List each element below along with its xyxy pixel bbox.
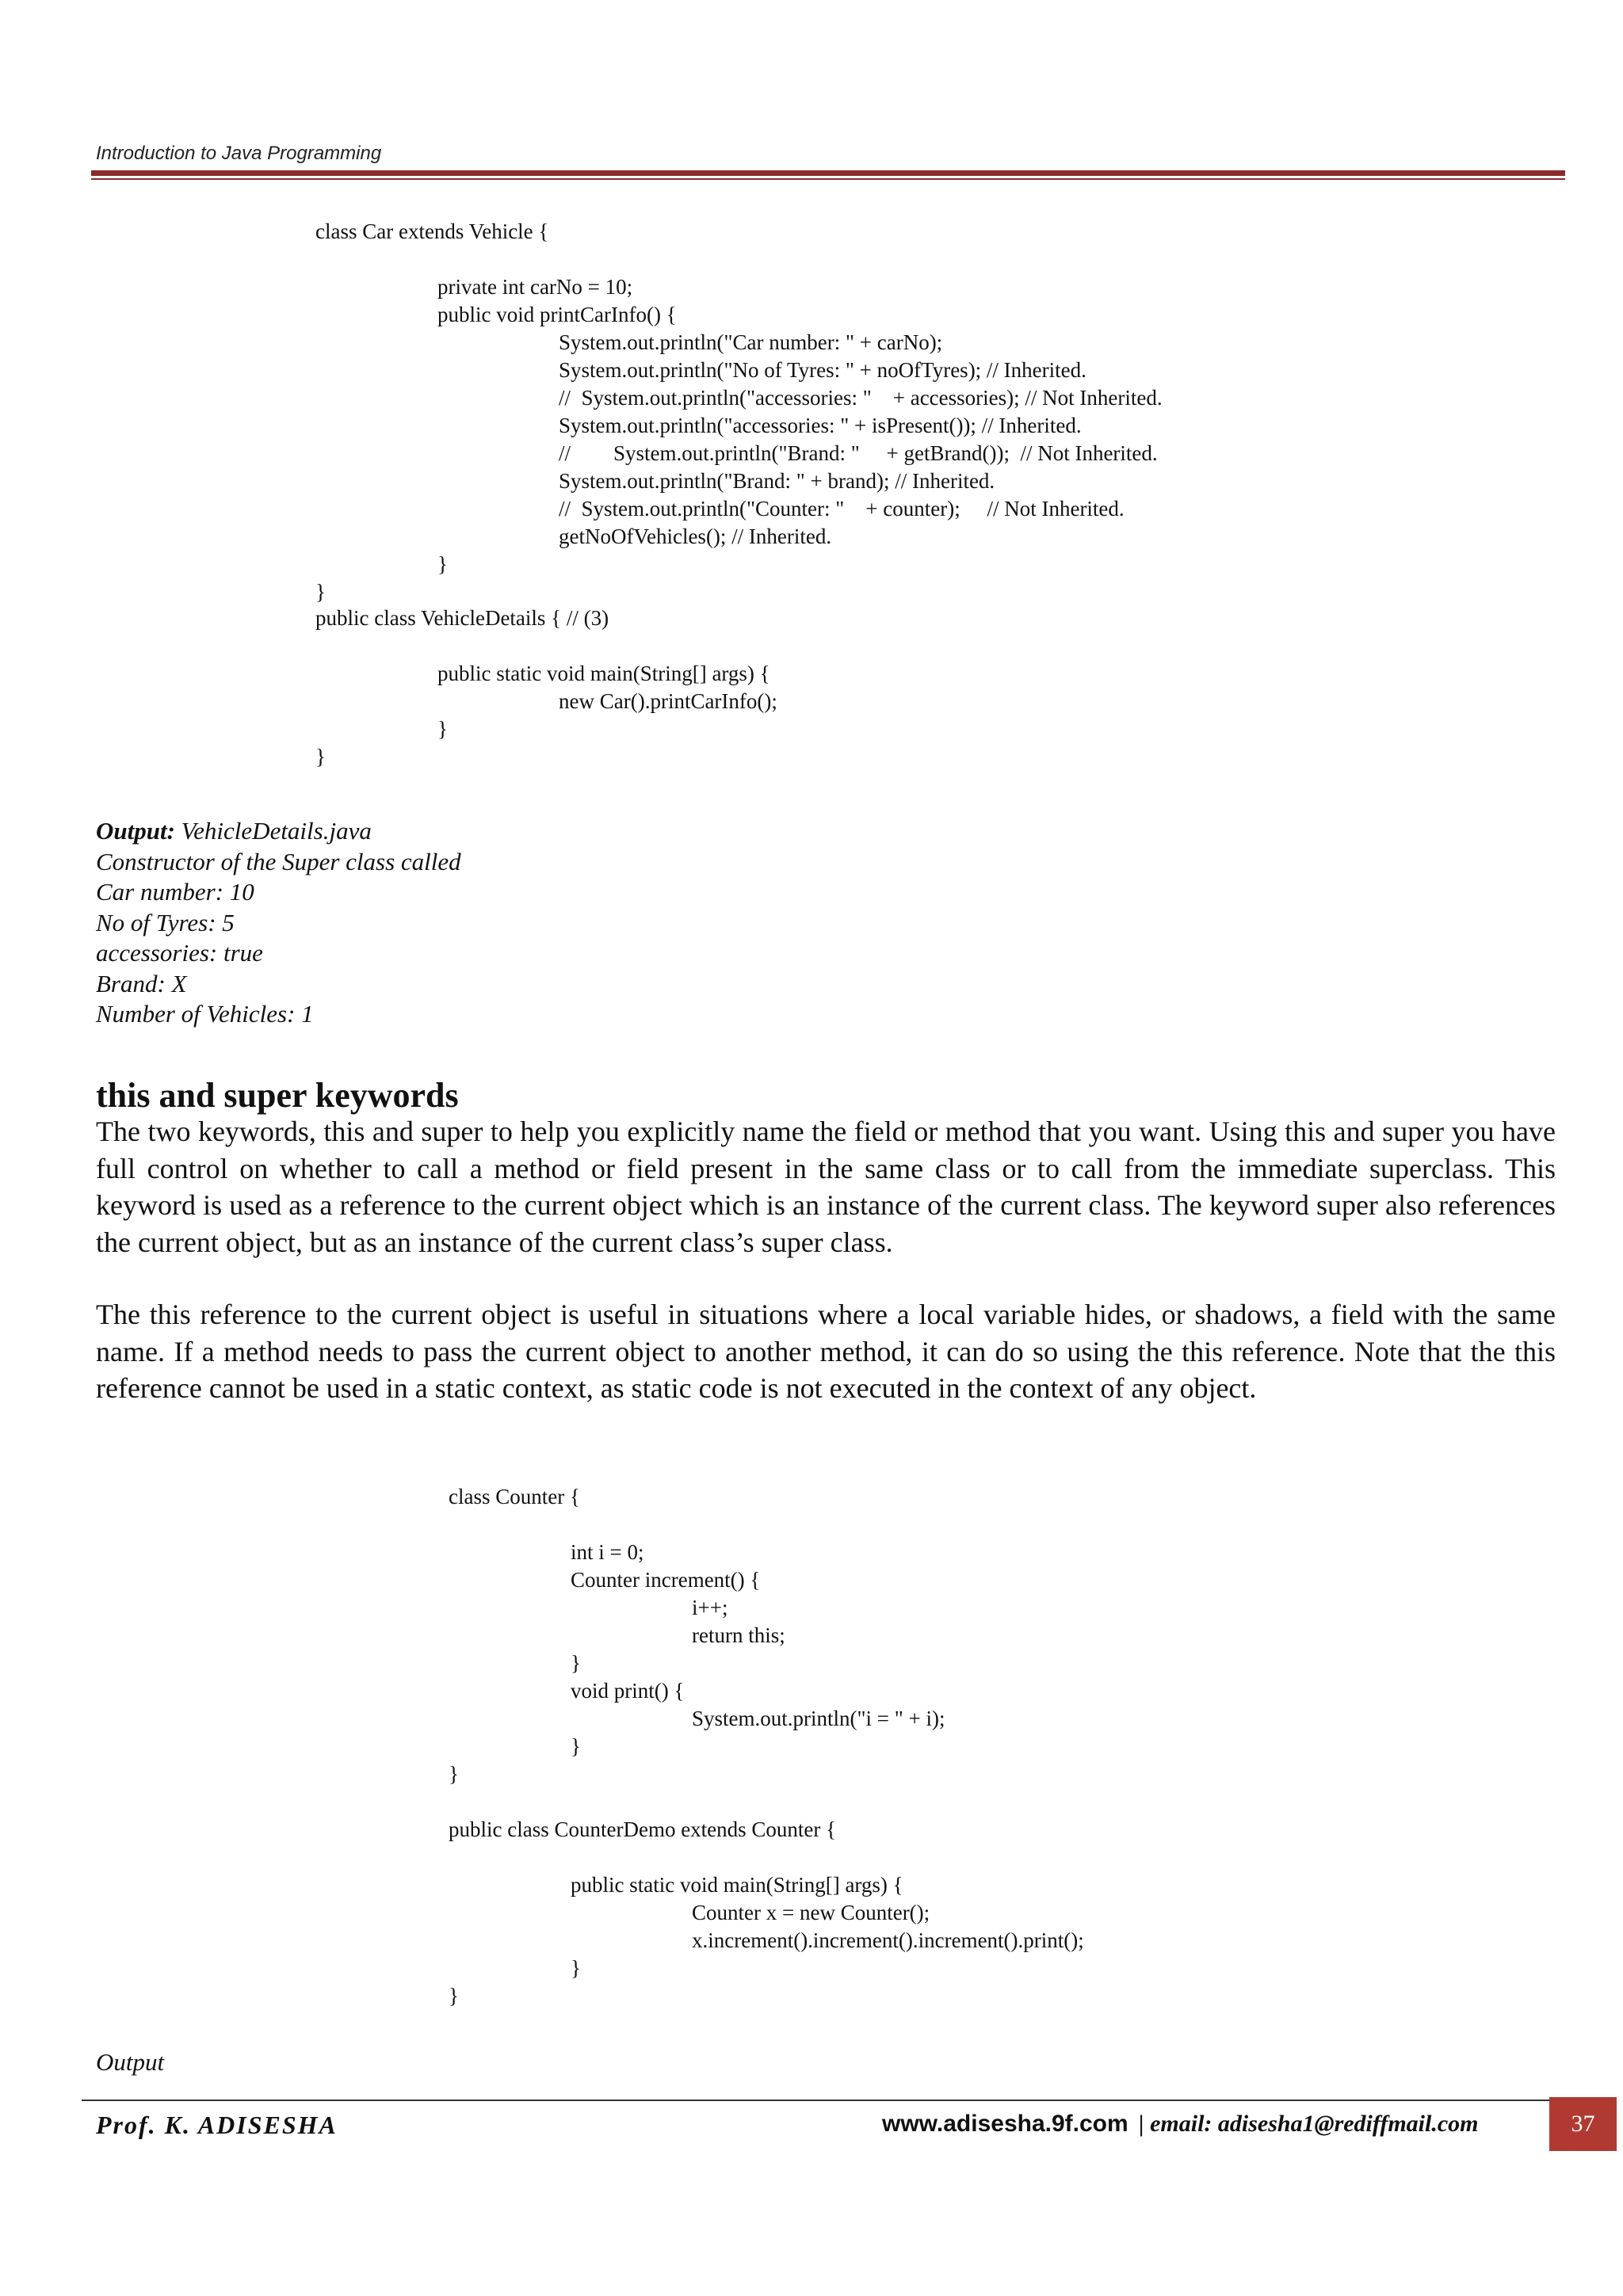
- output-line: Number of Vehicles: 1: [96, 1000, 314, 1028]
- page-number-badge: 37: [1549, 2097, 1617, 2151]
- code-line: // System.out.println("accessories: " + accessories); // Not Inherited.: [559, 386, 1163, 410]
- code-line: public static void main(String[] args) {: [571, 1873, 903, 1897]
- code-line: System.out.println("Car number: " + carNo);: [559, 330, 943, 354]
- code-line: // System.out.println("Counter: " + counter); // Not Inherited.: [559, 497, 1125, 521]
- code-line: Counter increment() {: [571, 1568, 761, 1592]
- code-line: class Counter {: [449, 1485, 580, 1508]
- section-heading: this and super keywords: [96, 1076, 459, 1115]
- code-line: x.increment().increment().increment().print();: [692, 1928, 1084, 1952]
- footer-author: Prof. K. ADISESHA: [96, 2111, 338, 2139]
- running-header-title: Introduction to Java Programming: [96, 143, 382, 164]
- code-line: public class VehicleDetails { // (3): [315, 606, 609, 630]
- program-output: [96, 816, 461, 1030]
- code-line: new Car().printCarInfo();: [559, 689, 777, 713]
- code-line: }: [571, 1956, 581, 1980]
- code-line: int i = 0;: [571, 1540, 644, 1564]
- code-line: System.out.println("i = " + i);: [692, 1707, 945, 1730]
- code-line: public class CounterDemo extends Counter {: [449, 1817, 837, 1841]
- output-label: Output: [96, 2048, 165, 2076]
- code-line: System.out.println("Brand: " + brand); // Inherited.: [559, 469, 995, 493]
- code-line: void print() {: [571, 1679, 685, 1703]
- output-label: Output:: [96, 817, 175, 845]
- code-line: // System.out.println("Brand: " + getBrand()); // Not Inherited.: [559, 441, 1158, 465]
- code-line: i++;: [692, 1596, 728, 1619]
- footer-website: www.adisesha.9f.com: [882, 2111, 1128, 2137]
- code-line: return this;: [692, 1623, 785, 1647]
- code-line: public void printCarInfo() {: [437, 303, 677, 326]
- footer-rule: [82, 2100, 1552, 2101]
- paragraph: The this reference to the current object is useful in situations where a local variable hides, or shadows, a field with the same name. If a method needs to pass the current object to another method, it can do so using the this reference. Note that the this reference cannot be used in a static context, as static code is not executed in the context of any object.: [96, 1299, 1556, 1404]
- header-rule: [91, 170, 1565, 176]
- code-line: getNoOfVehicles(); // Inherited.: [559, 524, 832, 548]
- output-file: VehicleDetails.java: [174, 817, 372, 845]
- code-line: class Car extends Vehicle {: [315, 219, 549, 243]
- code-line: Counter x = new Counter();: [692, 1901, 930, 1924]
- code-line: }: [449, 1984, 459, 2008]
- code-line: }: [571, 1734, 581, 1758]
- code-line: }: [571, 1651, 581, 1675]
- code-line: }: [449, 1762, 459, 1786]
- paragraph: The two keywords, this and super to help you explicitly name the field or method that you want. Using this and super you have full control on whether to call a method or field present in the same class or to call from the immediate superclass. This keyword is used as a reference to the current object which is an instance of the current class. The keyword super also references the current object, but as an instance of the current class’s super class.: [96, 1116, 1556, 1258]
- output-line: No of Tyres: 5: [96, 908, 235, 936]
- output-line: Constructor of the Super class called: [96, 847, 461, 875]
- output-line: Car number: 10: [96, 878, 254, 906]
- code-line: }: [437, 717, 448, 741]
- code-line: System.out.println("No of Tyres: " + noOfTyres); // Inherited.: [559, 358, 1086, 382]
- output-line: accessories: true: [96, 939, 263, 967]
- code-line: System.out.println("accessories: " + isPresent()); // Inherited.: [559, 414, 1082, 437]
- output-line: Brand: X: [96, 969, 187, 997]
- code-line: public static void main(String[] args) {: [437, 662, 770, 685]
- footer-email: | email: adisesha1@rediffmail.com: [1139, 2111, 1479, 2137]
- header-rule-thin: [91, 178, 1565, 180]
- code-line: }: [315, 580, 326, 604]
- code-line: }: [315, 745, 326, 769]
- code-line: }: [437, 552, 448, 576]
- code-line: private int carNo = 10;: [437, 275, 633, 299]
